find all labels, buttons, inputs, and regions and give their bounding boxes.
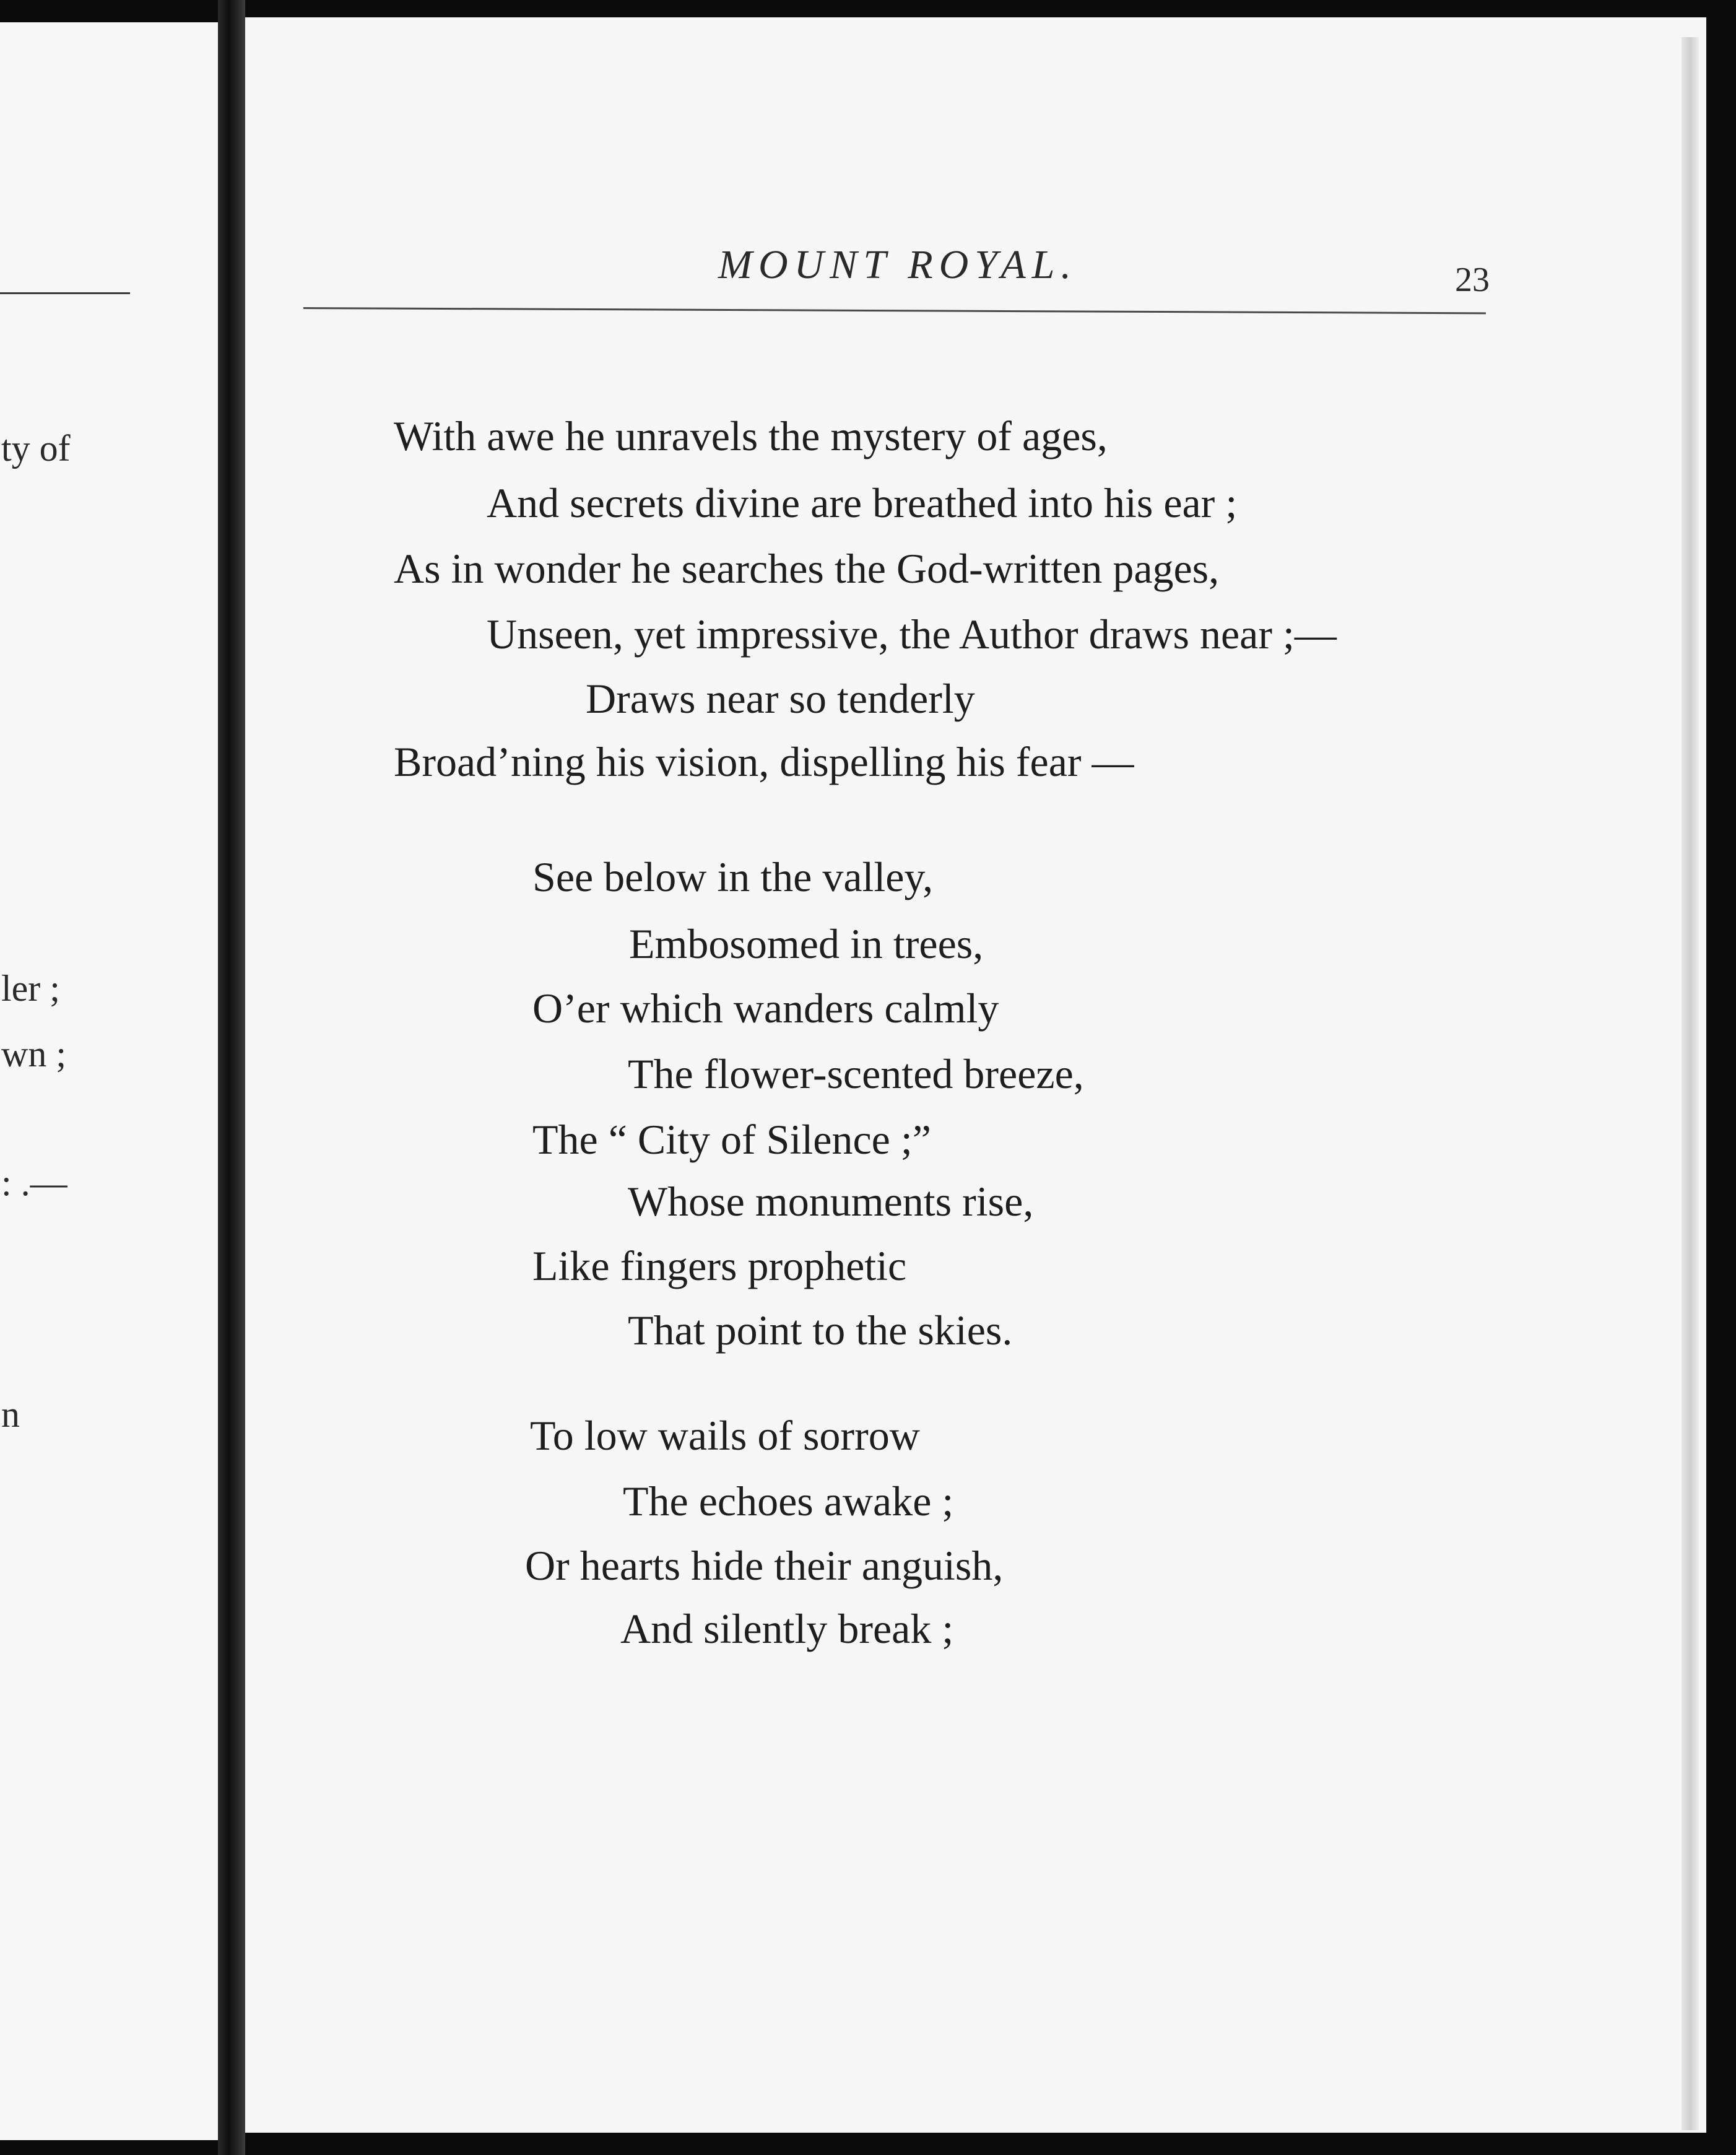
poem-line: And silently break ;	[620, 1605, 954, 1652]
poem-line: Unseen, yet impressive, the Author draws near ;—	[487, 611, 1337, 658]
left-page-fragment: n	[1, 1394, 20, 1435]
left-page-fragment: ler ;	[1, 968, 60, 1009]
left-page-fragment: wn ;	[1, 1034, 66, 1074]
left-page-fragment: : .—	[1, 1162, 67, 1203]
book-gutter	[218, 0, 245, 2155]
running-title: MOUNT ROYAL.	[718, 242, 1077, 287]
poem-line: See below in the valley,	[532, 853, 934, 900]
poem-line: With awe he unravels the mystery of ages,	[394, 412, 1108, 459]
poem-line: The “ City of Silence ;”	[532, 1116, 931, 1163]
left-facing-page	[0, 22, 218, 2140]
page-number: 23	[1455, 261, 1490, 299]
poem-line: That point to the skies.	[628, 1307, 1013, 1354]
poem-line: The echoes awake ;	[623, 1478, 954, 1525]
poem-line: Whose monuments rise,	[628, 1178, 1034, 1225]
poem-line: To low wails of sorrow	[530, 1412, 920, 1459]
poem-line: As in wonder he searches the God-written pages,	[394, 545, 1220, 592]
left-page-rule	[0, 292, 130, 294]
poem-line: Embosomed in trees,	[629, 920, 984, 967]
poem-line: Broad’ning his vision, dispelling his fear —	[394, 738, 1134, 785]
poem-line: O’er which wanders calmly	[532, 985, 999, 1032]
left-page-fragment: ty of	[1, 428, 71, 469]
page-edge	[1682, 37, 1699, 2130]
poem-line: Draws near so tenderly	[586, 675, 975, 722]
poem-line: The flower-scented breeze,	[628, 1050, 1084, 1097]
poem-line: Or hearts hide their anguish,	[525, 1542, 1004, 1589]
poem-line: Like fingers prophetic	[532, 1242, 907, 1289]
poem-line: And secrets divine are breathed into his ear ;	[487, 479, 1238, 526]
